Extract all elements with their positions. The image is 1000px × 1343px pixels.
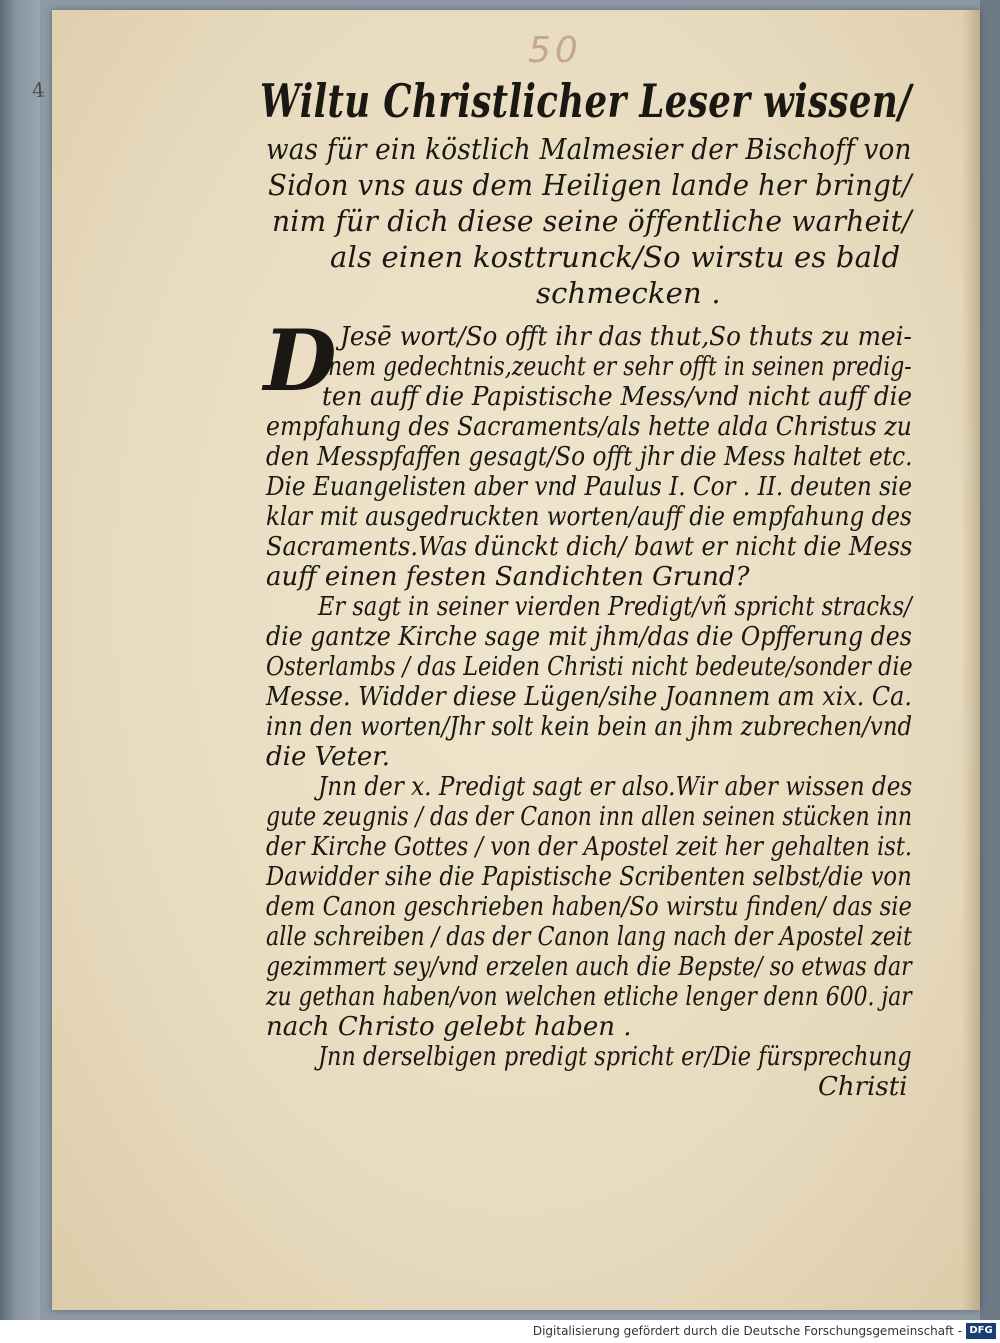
title-line: schmecken . [536, 276, 721, 310]
text-line: den Messpfaffen gesagt/So offt jhr die Mess haltet etc. [266, 442, 913, 472]
footer-bar [0, 1320, 1000, 1343]
margin-page-mark: 4 [31, 77, 46, 103]
drop-cap-initial: D [263, 311, 337, 410]
text-line: Osterlambs / das Leiden Christi nicht bedeute/sonder die [266, 652, 913, 682]
text-line: auff einen festen Sandichten Grund? [266, 562, 750, 592]
text-line: Sacraments.Was dünckt dich/ bawt er nicht die Mess [266, 532, 913, 562]
text-line: der Kirche Gottes / von der Apostel zeit her gehalten ist. [266, 832, 913, 862]
title-line: als einen kosttrunck/So wirstu es bald [330, 240, 901, 274]
text-line: zu gethan haben/von welchen etliche lenger denn 600. jar [266, 982, 912, 1012]
digitization-credit: Digitalisierung gefördert durch die Deutsche Forschungsgemeinschaft - [532, 1324, 962, 1338]
text-line: gute zeugnis / das der Canon inn allen seinen stücken inn [266, 802, 913, 832]
text-line: Messe. Widder diese Lügen/sihe Joannem am xix. Ca. [266, 682, 912, 712]
book-binding [0, 0, 40, 1320]
title-heading: Wiltu Christlicher Leser wissen/ [260, 74, 912, 128]
text-line: alle schreiben / das der Canon lang nach der Apostel zeit [266, 922, 912, 952]
title-line: Sidon vns aus dem Heiligen lande her bringt/ [268, 168, 912, 202]
text-line: Die Euangelisten aber vnd Paulus I. Cor . II. deuten sie [266, 472, 913, 502]
text-line: klar mit ausgedruckten worten/auff die empfahung des [266, 502, 912, 532]
page-edge [980, 0, 1000, 1320]
text-line: dem Canon geschrieben haben/So wirstu finden/ das sie [266, 892, 912, 922]
text-line: ten auff die Papistische Mess/vnd nicht auff die [322, 382, 913, 412]
text-line: Jnn der x. Predigt sagt er also.Wir aber wissen des [318, 772, 913, 802]
text-line: Er sagt in seiner vierden Predigt/vñ spricht stracks/ [318, 592, 912, 622]
text-line: empfahung des Sacraments/als hette alda Christus zu [266, 412, 912, 442]
text-line: nach Christo gelebt haben . [266, 1012, 632, 1042]
text-line: die Veter. [266, 742, 391, 772]
text-line: gezimmert sey/vnd erzelen auch die Bepste/ so etwas dar [266, 952, 912, 982]
title-line: nim für dich diese seine öffentliche warheit/ [272, 204, 912, 238]
title-line: was für ein köstlich Malmesier der Bischoff von [266, 132, 912, 166]
catchword: Christi [818, 1072, 908, 1102]
text-line: Jnn derselbigen predigt spricht er/Die fürsprechung [318, 1042, 912, 1072]
pencil-folio-mark: 50 [528, 30, 582, 71]
text-line: Jesē wort/So offt ihr das thut,So thuts zu mei- [340, 322, 912, 352]
text-line: nem gedechtnis,zeucht er sehr offt in seinen predig- [328, 352, 912, 382]
dfg-logo: DFG [966, 1323, 996, 1339]
text-line: inn den worten/Jhr solt kein bein an jhm zubrechen/vnd [266, 712, 913, 742]
text-line: Dawidder sihe die Papistische Scribenten selbst/die von [266, 862, 912, 892]
text-line: die gantze Kirche sage mit jhm/das die Opfferung des [266, 622, 912, 652]
